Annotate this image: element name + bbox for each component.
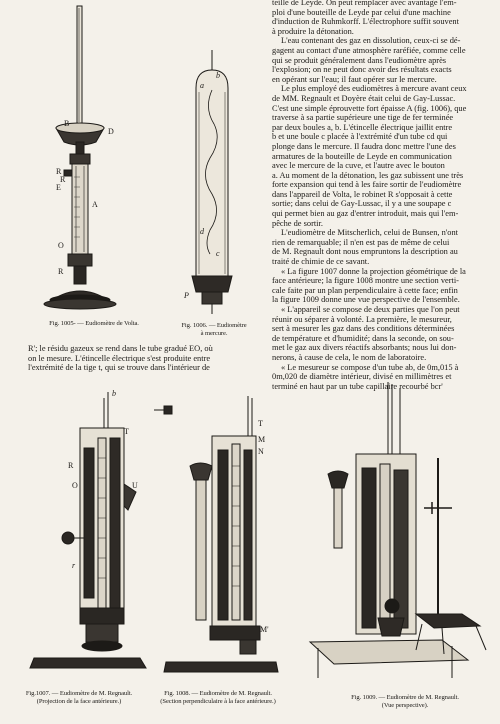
- label-t-1007: T: [124, 427, 129, 436]
- right-line-28: traité de chimie de ce savant.: [272, 257, 370, 267]
- regnault-perspective-illustration: [292, 378, 500, 684]
- left-line-3: l'extrémité de la tige t, qui se trouve dans l'intérieur de: [28, 363, 210, 373]
- volta-eudiometer-illustration: [30, 2, 150, 312]
- label-b-1006: b: [216, 71, 220, 80]
- right-line-20: forte expansion qui tend à les faire sortir de l'eudiomètre: [272, 180, 462, 190]
- caption-fig-1007: Fig.1007. — Eudiomètre de M. Regnault. (Projection de la face antérieure.): [25, 690, 133, 705]
- right-line-19: a. Au moment de la détonation, les gaz subissent une très: [272, 170, 464, 180]
- left-column-text: [28, 344, 272, 373]
- right-line-30: face antérieure; la figure 1008 montre une section verti-: [272, 276, 459, 286]
- right-line-33: « L'appareil se compose de deux parties que l'on peut: [281, 305, 460, 314]
- right-line-40: 0m,020 de diamètre intérieur, divisé en millimètres et: [272, 372, 452, 382]
- regnault-section-illustration: [150, 396, 280, 680]
- right-line-11: de MM. Regnault et Doyère était celui de Gay-Lussac.: [272, 93, 456, 103]
- right-line-8: l'explosion; on ne peut donc avoir des résultats exacts: [272, 65, 452, 75]
- label-r-1007: R: [68, 461, 74, 470]
- figure-1008: [150, 396, 280, 680]
- label-a-1006: a: [200, 81, 204, 90]
- right-line-16: plonge dans le mercure. Il faudra donc mettre l'une des: [272, 141, 456, 151]
- right-line-17: armatures de la bouteille de Leyde en communication: [272, 151, 452, 161]
- right-line-34: réunir ou séparer à volonté. La première, le mesureur,: [272, 314, 452, 324]
- label-o-1005: O: [58, 241, 64, 250]
- right-line-25: L'eudiomètre de Mitscherlich, celui de Bunsen, n'ont: [281, 228, 458, 238]
- right-line-22: sortie; dans celui de Gay-Lussac, il y a une soupape c: [272, 199, 452, 209]
- right-line-6: gagent au contact d'une atmosphère raréfiée, comme celle: [272, 45, 466, 55]
- right-line-2: ploi d'une bouteille de Leyde par celui d'une machine: [272, 7, 451, 17]
- right-line-27: de M. Regnault dont nous empruntons la description au: [272, 247, 458, 257]
- label-p-1006: P: [184, 291, 189, 300]
- right-line-12: C'est une simple éprouvette fort épaisse A (fig. 1006), que: [272, 103, 467, 113]
- label-o-1007: O: [72, 481, 78, 490]
- label-r-1005: R: [56, 167, 62, 176]
- right-line-38: nerons, à cause de cela, le nom de laboratoire.: [272, 352, 427, 362]
- right-line-26: rien de remarquable; il n'en est pas de même de celui: [272, 237, 450, 247]
- label-t-1008: T: [258, 419, 263, 428]
- label-r2-1005: R: [60, 175, 66, 184]
- right-line-4: à produire la détonation.: [272, 26, 354, 36]
- caption-fig-1009: Fig. 1009. — Eudiomètre de M. Regnault. (Vue perspective).: [351, 694, 459, 709]
- right-line-18: avec le mercure de la cuve, et l'autre avec le bouton: [272, 161, 445, 171]
- right-line-31: cale faite par un plan perpendiculaire à cette face; enfin: [272, 285, 458, 295]
- caption-fig-1005: Fig. 1005- — Eudiomètre de Volta.: [49, 320, 139, 327]
- label-b-1007: b: [112, 389, 116, 398]
- right-line-29: « La figure 1007 donne la projection géométrique de la: [281, 266, 466, 276]
- right-line-3: d'induction de Ruhmkorff. L'électrophore suffit souvent: [272, 17, 459, 27]
- regnault-front-projection-illustration: [28, 388, 148, 680]
- label-e-1005: E: [56, 183, 61, 192]
- right-line-15: b et une boule c placée à l'extrémité d'un tube cd qui: [272, 132, 448, 142]
- left-line-1: R'; le résidu gazeux se rend dans le tube gradué EO, où: [28, 344, 213, 353]
- right-line-36: de température et d'humidité; dans la seconde, on sou-: [272, 333, 454, 343]
- right-line-14: par deux boules a, b. L'étincelle électrique jaillit entre: [272, 122, 453, 132]
- caption-fig-1006: Fig. 1006. — Eudiomètre à mercure.: [181, 322, 247, 337]
- right-line-41: terminé en haut par un tube capillaire recourbé bcr': [272, 381, 443, 391]
- figure-1009: [292, 378, 500, 684]
- mercury-eudiometer-illustration: [176, 48, 246, 316]
- right-line-13: traverse à sa partie supérieure une tige de fer terminée: [272, 113, 454, 123]
- label-b-1005: B: [64, 119, 70, 128]
- figure-1005: [30, 2, 150, 312]
- caption-fig-1008: Fig. 1008. — Eudiomètre de M. Regnault. (Section perpendiculaire à la face antérieure.): [160, 690, 276, 705]
- label-c-1006: c: [216, 249, 220, 258]
- label-m2-1008: M': [260, 625, 269, 634]
- label-d-1006: d: [200, 227, 204, 236]
- label-d-1005: D: [108, 127, 114, 136]
- figure-1006: [176, 48, 246, 316]
- label-r2-1007: r: [72, 561, 76, 570]
- figure-1007: [28, 388, 148, 680]
- right-line-24: pêche de sortir.: [272, 218, 323, 228]
- right-line-35: sert à mesurer les gaz dans des conditions déterminées: [272, 324, 455, 334]
- label-r3-1005: R: [58, 267, 64, 276]
- right-line-32: la figure 1009 donne une vue perspective de l'ensemble.: [272, 295, 460, 305]
- right-line-7: qui se produit généralement dans l'eudiomètre après: [272, 55, 447, 65]
- label-m-1008: M: [258, 435, 266, 444]
- right-line-1: teille de Leyde. On peut remplacer avec avantage l'em-: [272, 0, 457, 7]
- right-line-9: en opérant sur l'eau; il faut opérer sur le mercure.: [272, 74, 437, 84]
- label-u-1007: U: [132, 481, 138, 490]
- right-line-23: qui permet bien au gaz d'entrer introduit, mais qui l'em-: [272, 209, 459, 219]
- label-n-1008: N: [258, 447, 264, 456]
- right-line-21: dans l'appareil de Volta, le robinet R s'opposait à cette: [272, 189, 453, 199]
- right-line-39: « Le mesureur se compose d'un tube ab, de 0m,015 à: [281, 362, 459, 372]
- right-line-10: Le plus employé des eudiomètres à mercure avant ceux: [281, 84, 467, 94]
- right-line-37: met le gaz aux divers réactifs absorbants; nous lui don-: [272, 343, 457, 353]
- left-line-2: on le mesure. L'étincelle électrique s'est produite entre: [28, 353, 211, 363]
- label-a-1005: A: [92, 200, 98, 209]
- right-line-5: L'eau contenant des gaz en dissolution, ceux-ci se dé-: [281, 36, 461, 46]
- right-column-text: [272, 0, 500, 391]
